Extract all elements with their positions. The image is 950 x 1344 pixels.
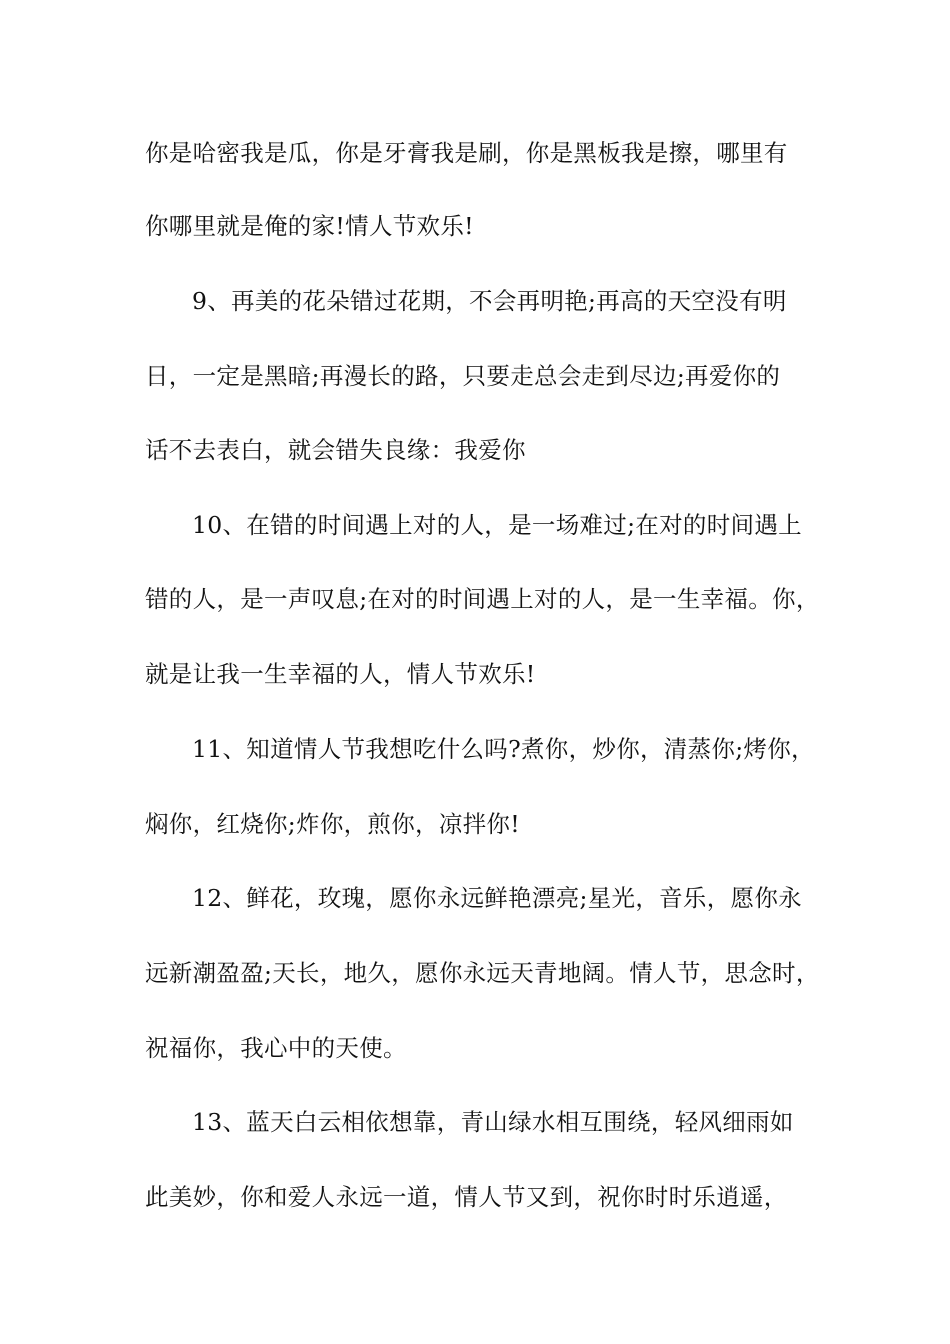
text-line: 错的人，是一声叹息;在对的时间遇上对的人，是一生幸福。你， <box>145 585 820 613</box>
paragraph-12-first-line: 12、鲜花，玫瑰，愿你永远鲜艳漂亮;星光，音乐，愿你永 <box>192 884 802 912</box>
text-line: 日，一定是黑暗;再漫长的路，只要走总会走到尽边;再爱你的 <box>145 362 781 390</box>
paragraph-9-first-line: 9、再美的花朵错过花期，不会再明艳;再高的天空没有明 <box>192 287 787 315</box>
paragraph-13-first-line: 13、蓝天白云相依想靠，青山绿水相互围绕，轻风细雨如 <box>192 1108 794 1136</box>
paragraph-11-first-line: 11、知道情人节我想吃什么吗?煮你，炒你，清蒸你;烤你， <box>192 735 815 763</box>
text-line: 焖你，红烧你;炸你，煎你，凉拌你! <box>145 810 520 838</box>
text-line: 你是哈密我是瓜，你是牙膏我是刷，你是黑板我是擦，哪里有 <box>145 139 788 167</box>
text-line: 远新潮盈盈;天长，地久，愿你永远天青地阔。情人节，思念时， <box>145 959 820 987</box>
text-line: 话不去表白，就会错失良缘：我爱你 <box>145 436 526 464</box>
paragraph-10-first-line: 10、在错的时间遇上对的人，是一场难过;在对的时间遇上 <box>192 511 802 539</box>
text-line: 此美妙，你和爱人永远一道，情人节又到，祝你时时乐逍遥， <box>145 1183 788 1211</box>
text-line: 就是让我一生幸福的人，情人节欢乐! <box>145 660 536 688</box>
text-line: 祝福你，我心中的天使。 <box>145 1034 407 1062</box>
text-line: 你哪里就是俺的家!情人节欢乐! <box>145 212 474 240</box>
